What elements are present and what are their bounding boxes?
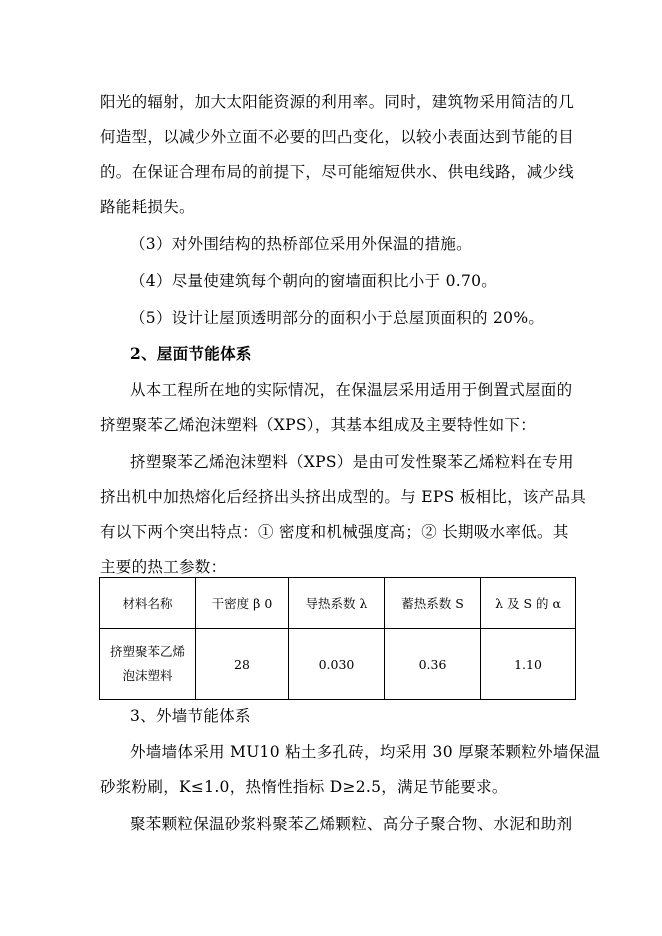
paragraph-line: 有以下两个突出特点：① 密度和机械强度高；② 长期吸水率低。其 [100, 523, 569, 541]
section-heading-wall: 3、外墙节能体系 [130, 707, 251, 725]
table-header-row [100, 578, 576, 629]
material-name-line: 挤塑聚苯乙烯 [109, 644, 185, 659]
paragraph-line: 阳光的辐射，加大太阳能资源的利用率。同时，建筑物采用简洁的几 [100, 93, 575, 111]
material-name-cell [100, 629, 196, 700]
storage-cell: 0.36 [385, 629, 481, 700]
paragraph-line: 挤塑聚苯乙烯泡沫塑料（XPS）是由可发性聚苯乙烯粒料在专用 [130, 453, 574, 471]
table-row [100, 629, 576, 700]
paragraph-line: 路能耗损失。 [100, 198, 195, 216]
list-item-5: （5）设计让屋顶透明部分的面积小于总屋顶面积的 20%。 [130, 309, 545, 327]
list-item-3: （3）对外围结构的热桥部位采用外保温的措施。 [130, 235, 472, 253]
material-name-line: 泡沫塑料 [122, 668, 173, 683]
paragraph-line: 聚苯颗粒保温砂浆料聚苯乙烯颗粒、高分子聚合物、水泥和助剂 [130, 815, 573, 833]
list-item-4: （4）尽量使建筑每个朝向的窗墙面积比小于 0.70。 [130, 272, 498, 290]
thermal-parameters-table [99, 577, 576, 700]
conductivity-cell: 0.030 [289, 629, 385, 700]
alpha-cell: 1.10 [481, 629, 576, 700]
paragraph-line: 何造型，以减少外立面不必要的凹凸变化，以较小表面达到节能的目 [100, 128, 575, 146]
paragraph-line: 的。在保证合理布局的前提下，尽可能缩短供水、供电线路，减少线 [100, 163, 575, 181]
table-header-cell: 蓄热系数 S [385, 578, 481, 629]
paragraph-line: 主要的热工参数： [100, 558, 227, 576]
table-header-cell: 干密度 β 0 [196, 578, 289, 629]
paragraph-line: 外墙墙体采用 MU10 粘土多孔砖，均采用 30 厚聚苯颗粒外墙保温 [130, 743, 601, 761]
table-header-cell: λ 及 S 的 α [481, 578, 576, 629]
table-header-cell: 材料名称 [100, 578, 196, 629]
section-heading-roof: 2、屋面节能体系 [130, 344, 252, 363]
paragraph-line: 挤出机中加热熔化后经挤出头挤出成型的。与 EPS 板相比，该产品具 [100, 488, 587, 506]
density-cell: 28 [196, 629, 289, 700]
paragraph-line: 从本工程所在地的实际情况，在保温层采用适用于倒置式屋面的 [130, 381, 573, 399]
paragraph-line: 砂浆粉刷，K≤1.0，热惰性指标 D≥2.5，满足节能要求。 [100, 778, 508, 796]
paragraph-line: 挤塑聚苯乙烯泡沫塑料（XPS），其基本组成及主要特性如下： [100, 416, 537, 434]
table-header-cell: 导热系数 λ [289, 578, 385, 629]
